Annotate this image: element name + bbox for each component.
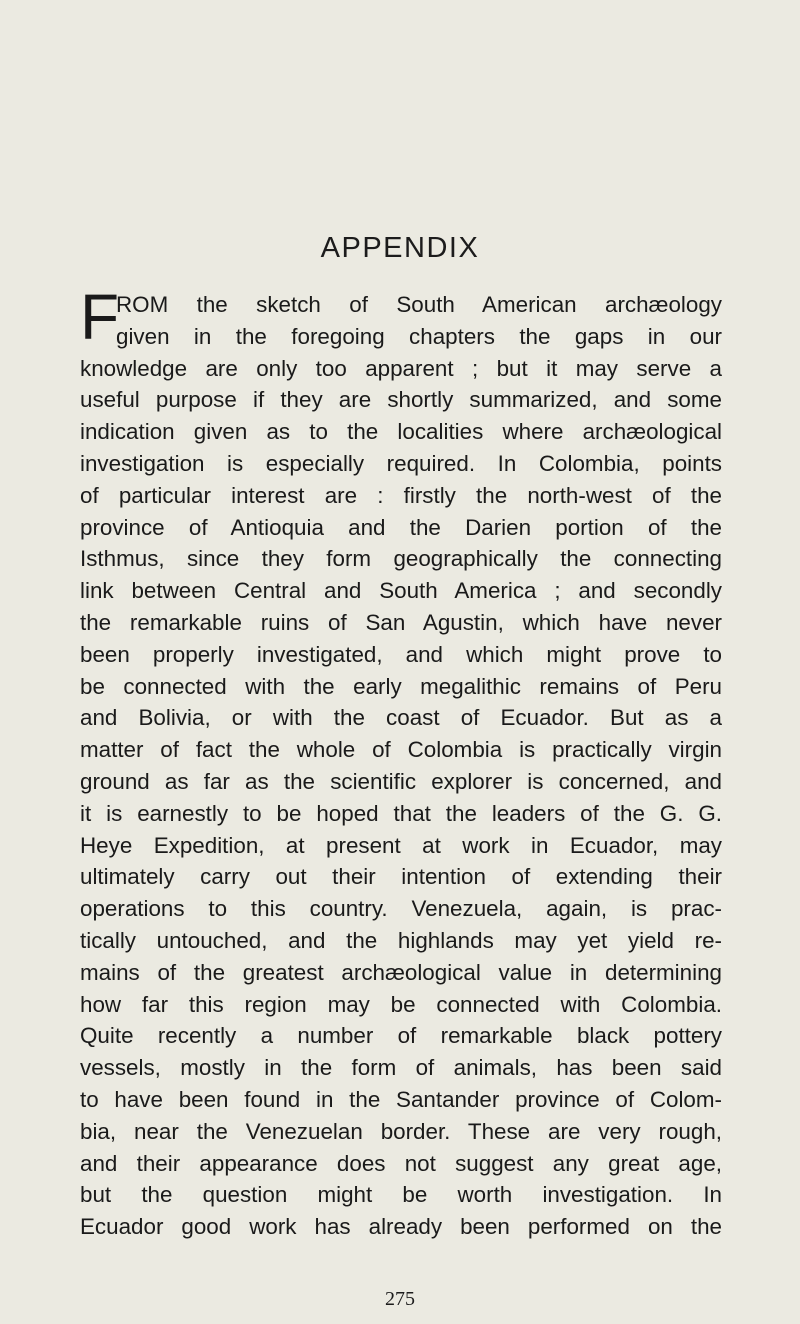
text-line: been properly investigated, and which might prove to bbox=[80, 641, 722, 667]
text-line: Ecuador good work has already been performed on the bbox=[80, 1214, 722, 1240]
text-line: Isthmus, since they form geographically the connecting bbox=[80, 546, 722, 572]
text-line: knowledge are only too apparent ; but it may serve a bbox=[80, 355, 722, 381]
text-line: how far this region may be connected with Colombia. bbox=[80, 991, 722, 1017]
text-line: given in the foregoing chapters the gaps in our bbox=[116, 323, 722, 349]
text-line: investigation is especially required. In Colombia, points bbox=[80, 450, 722, 476]
text-line: tically untouched, and the highlands may yet yield re- bbox=[80, 927, 722, 953]
text-line: it is earnestly to be hoped that the leaders of the G. G. bbox=[80, 800, 722, 826]
text-line: but the question might be worth investigation. In bbox=[80, 1182, 722, 1208]
text-line: operations to this country. Venezuela, again, is prac- bbox=[80, 896, 722, 922]
text-line: and Bolivia, or with the coast of Ecuador. But as a bbox=[80, 705, 722, 731]
text-line: indication given as to the localities where archæological bbox=[80, 419, 722, 445]
text-line: to have been found in the Santander province of Colom- bbox=[80, 1086, 722, 1112]
drop-cap: F bbox=[80, 281, 120, 353]
text-line: be connected with the early megalithic remains of Peru bbox=[80, 673, 722, 699]
text-line: and their appearance does not suggest any great age, bbox=[80, 1150, 722, 1176]
page-heading: APPENDIX bbox=[320, 232, 480, 264]
text-line: province of Antioquia and the Darien portion of the bbox=[80, 514, 722, 540]
text-line: ROM the sketch of South American archæology bbox=[116, 292, 722, 317]
text-line: Heye Expedition, at present at work in Ecuador, may bbox=[80, 832, 722, 858]
text-line: the remarkable ruins of San Agustin, which have never bbox=[80, 609, 722, 635]
text-line: mains of the greatest archæological value in determining bbox=[80, 959, 722, 985]
page-number: 275 bbox=[385, 1288, 415, 1310]
text-line: vessels, mostly in the form of animals, has been said bbox=[80, 1055, 722, 1081]
text-line: of particular interest are : firstly the north-west of the bbox=[80, 482, 722, 508]
text-line: ground as far as the scientific explorer is concerned, and bbox=[80, 768, 722, 794]
text-line: ultimately carry out their intention of extending their bbox=[80, 864, 722, 890]
text-line: useful purpose if they are shortly summarized, and some bbox=[80, 387, 722, 413]
text-line: matter of fact the whole of Colombia is practically virgin bbox=[80, 737, 722, 763]
text-line: link between Central and South America ; and secondly bbox=[80, 578, 722, 604]
appendix-paragraph bbox=[80, 289, 722, 1243]
text-line: Quite recently a number of remarkable black pottery bbox=[80, 1023, 722, 1049]
text-line: bia, near the Venezuelan border. These are very rough, bbox=[80, 1118, 722, 1144]
